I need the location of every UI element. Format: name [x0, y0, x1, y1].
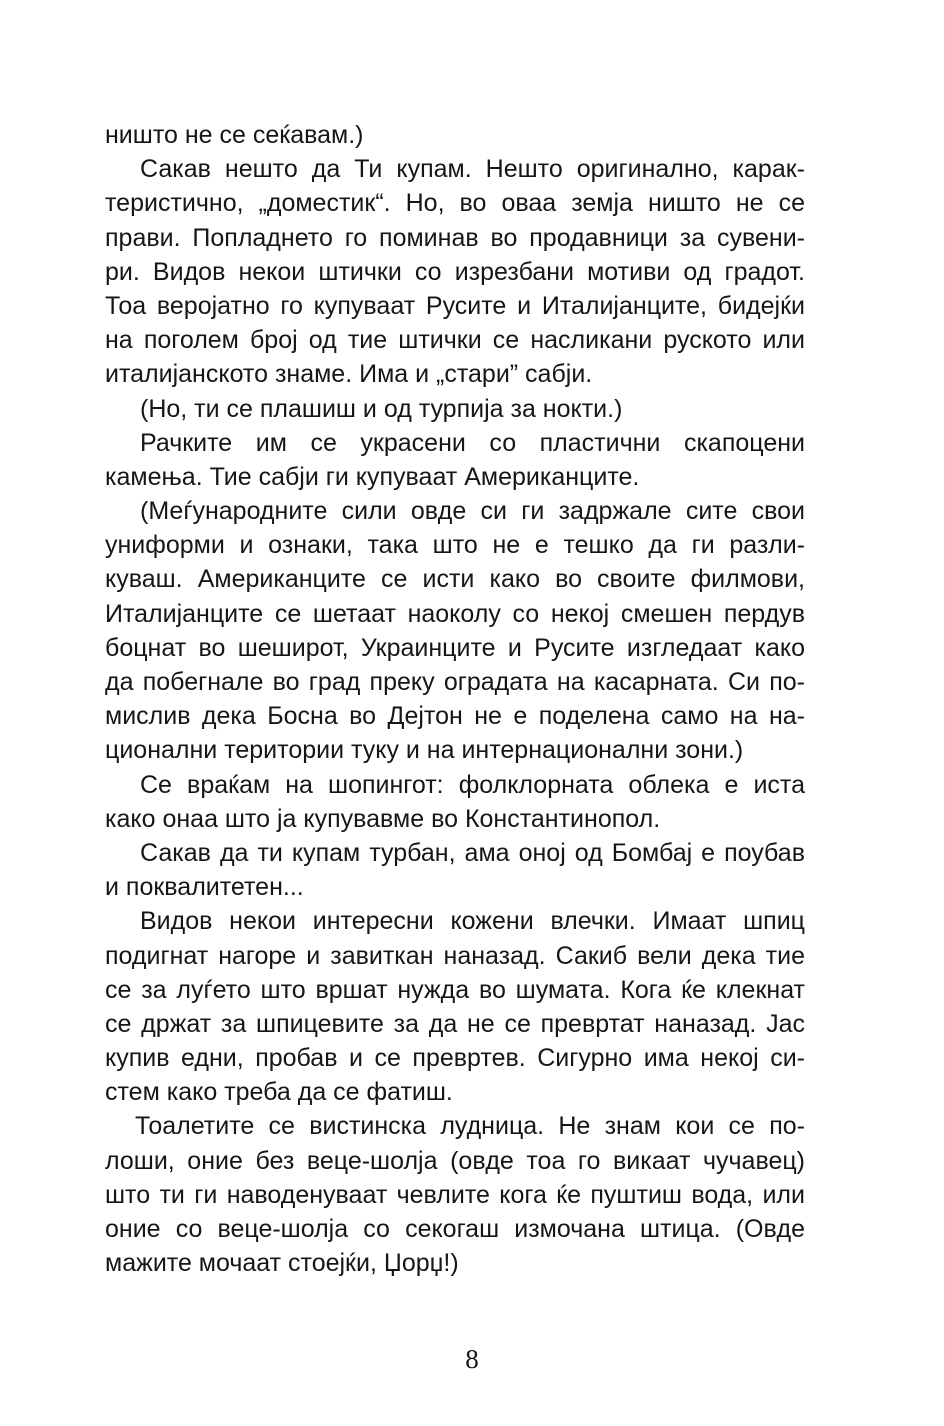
- page-number: 8: [465, 1344, 479, 1374]
- text-line: Тоалетите се вистинска лудница. Не знам кои се по-: [135, 1112, 805, 1141]
- text-line: ционални територии туку и на интернационални зони.): [105, 736, 744, 765]
- text-line: Италијанците се шетаат наоколу со некој смешен пердув: [105, 599, 805, 628]
- text-line: прави. Попладнето го поминав во продавници за сувени-: [105, 223, 805, 252]
- text-line: боцнат во шеширот, Украинците и Русите изгледаат како: [105, 633, 805, 662]
- text-line: (Но, ти се плашиш и од турпија за нокти.): [140, 394, 623, 423]
- text-line: ништо не се сеќавам.): [105, 121, 364, 149]
- text-line: униформи и ознаки, така што не е тешко да ги разли-: [105, 531, 805, 560]
- text-line: подигнат нагоре и завиткан наназад. Сакиб вели дека тие: [105, 941, 805, 970]
- text-line: мажите мочаат стоејќи, Џорџ!): [105, 1249, 459, 1278]
- text-line: камења. Тие сабји ги купуваат Американците.: [105, 462, 640, 491]
- text-line: Сакав да ти купам турбан, ама оној од Бомбај е поубав: [140, 838, 805, 867]
- text-line: куваш. Американците се исти како во своите филмови,: [105, 565, 805, 594]
- page-body: [105, 118, 805, 1280]
- text-line: теристично, „доместик“. Но, во оваа земја ништо не се: [105, 189, 805, 218]
- text-line: се за луѓето што вршат нужда во шумата. Кога ќе клекнат: [105, 975, 805, 1004]
- text-line: Се враќам на шопингот: фолклорната облека е иста: [140, 770, 805, 799]
- text-line: и поквалитетен...: [105, 873, 304, 902]
- text-line: ри. Видов некои штички со изрезбани мотиви од градот.: [105, 257, 805, 286]
- text-line: оние со веце-шолја со секогаш измочана штица. (Овде: [105, 1215, 805, 1243]
- text-line: мислив дека Босна во Дејтон не е поделена само на на-: [105, 702, 805, 731]
- text-line: стем како треба да се фатиш.: [105, 1078, 453, 1107]
- text-line: Сакав нешто да Ти купам. Нешто оригинално, карак-: [140, 155, 805, 184]
- text-line: (Меѓународните сили овде си ги задржале сите свои: [140, 497, 805, 526]
- text-line: што ти ги наводенуваат чевлите кога ќе пуштиш вода, или: [105, 1180, 805, 1209]
- text-line: лоши, оние без веце-шолја (овде тоа го викаат чучавец): [105, 1146, 805, 1175]
- text-line: да побегнале во град преку оградата на касарната. Си по-: [105, 668, 805, 696]
- text-line: купив едни, пробав и се превртев. Сигурно има некој си-: [105, 1044, 805, 1073]
- text-line: италијанското знаме. Има и „стари” сабји.: [105, 360, 593, 389]
- text-line: Тоа веројатно го купуваат Русите и Италијанците, бидејќи: [105, 291, 805, 320]
- text-line: на поголем број од тие штички се насликани руското или: [105, 326, 805, 355]
- text-line: како онаа што ја купувавме во Константинопол.: [105, 804, 661, 833]
- text-line: Рачките им се украсени со пластични скапоцени: [140, 428, 805, 457]
- text-line: се држат за шпицевите за да не се превртат наназад. Јас: [105, 1009, 805, 1038]
- text-line: Видов некои интересни кожени влечки. Имаат шпиц: [140, 907, 805, 936]
